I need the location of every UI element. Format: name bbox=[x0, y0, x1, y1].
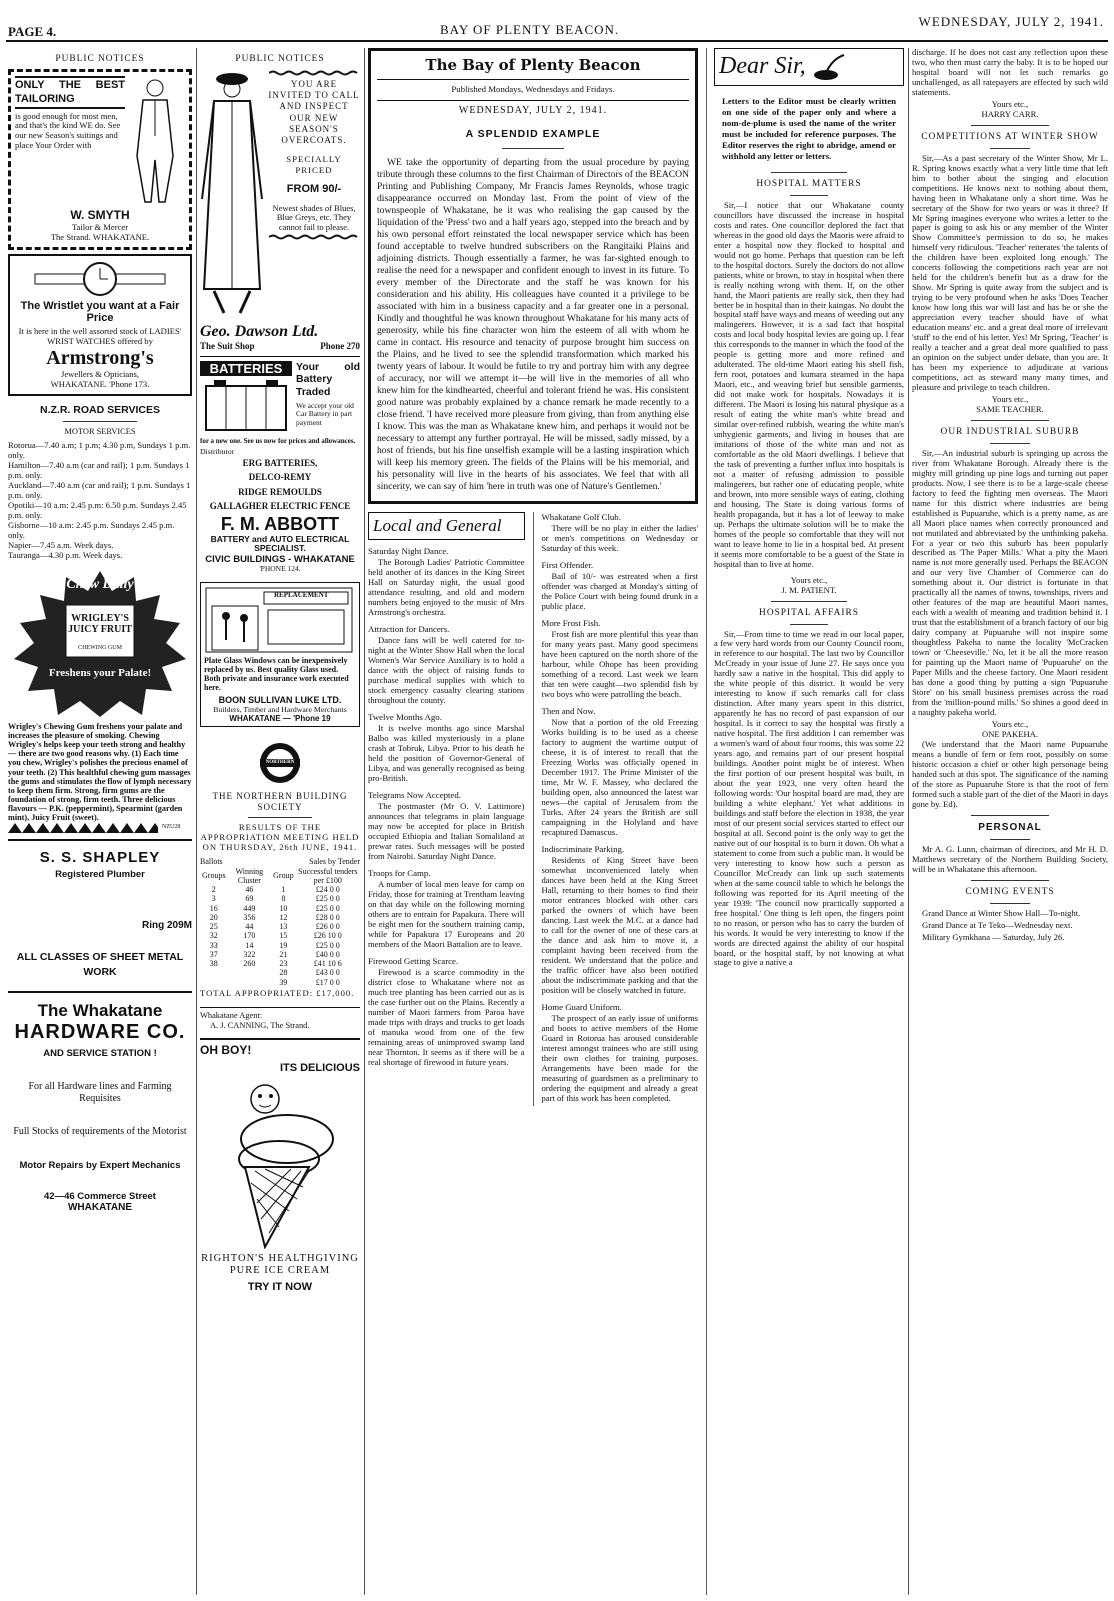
society-name: THE NORTHERN BUILDING SOCIETY bbox=[212, 791, 348, 812]
dawson-shop: The Suit Shop bbox=[200, 341, 255, 352]
editorial-date: WEDNESDAY, JULY 2, 1941. bbox=[458, 104, 608, 116]
hardware-p1: For all Hardware lines and Farming Requisites bbox=[28, 1081, 172, 1104]
local-right-column bbox=[542, 512, 699, 1106]
table-cell: 46 bbox=[245, 885, 254, 895]
armstrong-body: It is here in the well assorted stock of LADIES' WRIST WATCHES offered by bbox=[18, 326, 182, 346]
ballots-label: Ballots bbox=[200, 857, 223, 867]
glass-name: BOON SULLIVAN LUKE LTD. bbox=[218, 694, 342, 705]
icecream-delicious: ITS DELICIOUS bbox=[279, 1062, 360, 1075]
smyth-body: is good enough for most men, and that's the kind WE do. See our new Season's suitings and place Your Order with bbox=[15, 110, 121, 151]
smyth-trade: Tailor & Mercer bbox=[71, 221, 129, 232]
column-header: Group bbox=[273, 871, 294, 881]
column-rule bbox=[706, 48, 707, 1595]
editorial-body: WE take the opportunity of departing from the usual procedure by paying tribute through these columns to the first Chairman of Directors of the BEACON Printing and Publishing Company, Mr Francis James Reynolds, whose tragic disappearance occurred on Monday last. From the point of view of the townspeople of Whakatane, he it was who realising the gap caused by the liquidation of the 'Press' two and a half years ago, stepped into the breach and by his own personal effort reinstated the local newspaper service which has been found acceptable to twelve hundred subscribers on the Rangitaiki Plains and adjoining districts. Though essentially a farmer, he was far-sighted enough to realise the need for a newspaper and confident enough to invest in its future. To every member of the Directorate and the staff he was known for his consideration and his ability. His colleagues have counted it a privilege to be associated with him in a business capacity and a far greater one in a personal. Kindly and thoughtful he was known throughout Whakatane for his many acts of generosity, while his fine character won him the esteem of all with whom he came in contact. His resource and tenacity of purpose brought him success on the Plains, and he lived to see the splendid transformation which marked his twenty years of labour. It would be futile to try and portray him with any degree of accuracy, nor will we attempt it—he will live in the memories of all who knew him for the kindhearted, cheerful and tolerant friend he was. His consistent good nature was probably explained by a chance remark he made recently to a close friend. 'I have received more pleasure from giving, than from anything else I know. This was the man as Whakatane knew him, and perhaps it would not be necessary to attempt any further portrayal. He will be missed, sadly missed, by a host of friends, but his fine unselfish example will be a lasting inspiration which will keep his memory green. The fields of the Plains will be his memorial, and his personality will live in the hearts of his associates. We feel that with all sincerity, we can say of him 'here in truth was one of Nature's Gentlemen.' bbox=[377, 157, 689, 492]
news-head: Firewood Getting Scarce. bbox=[368, 955, 459, 966]
nzr-sub: MOTOR SERVICES bbox=[64, 427, 136, 437]
wrigley-code: NZU28 bbox=[162, 824, 181, 831]
dawson-name: Geo. Dawson Ltd. bbox=[200, 322, 319, 340]
table-cell: 14 bbox=[245, 940, 254, 950]
divider bbox=[971, 420, 1049, 421]
event-item: Military Gymkhana — Saturday, July 26. bbox=[922, 932, 1065, 942]
letter-body: Sir,—From time to time we read in our local paper, a few very hard words from our County Council room, in reference to our hospital. The last two by Councillor McCready in your issue of June 27. He says once you hardly saw a native in the hospital. This did apply to the white people of this district. It would be very interesting to know if such remarks call for class distinction. After many years spent in this district, apparently he has no record of past expansion of our hospital. Is it correct to say the hospital was firstly a native hospital. The first addition I can remember was a women's ward of about four rooms, this was some 22 years ago, and remains part of our present hospital buildings. Another point might be of interest. When the first portion of our present hospital was built, in about the year 1923, one very often heard the following words: 'Our hospital board are mad, they are building a white elephant.' Yet what additions in buildings and staff before the election in 1938, the year most of our present social services started to effect our hospital at all. Second point is the only way to get the native out of our hospital is to burn it down. Oh what a statement to come from such a public man. It would be very interesting to know how such a person as Councillor McCready can link up such statements when at the same council table to which he belongs the following was reported for its April meeting of the year 1939: 'The council now practically supported a free hospital.' One thing is left open, the fingers point to no reason, or person who has to carry the burden of his words. It would be very interesting to know if the words are directed against the ability of our hospital board, or the hospital staff, by not knowing at what stage to give a native a bbox=[714, 628, 904, 968]
nzr-line: Rotorua—7.40 a.m; 1 p.m; 4.30 p.m, Sundays 1 p.m. only. bbox=[8, 440, 191, 460]
table-cell: 21 bbox=[279, 949, 288, 959]
hardware-line2: HARDWARE CO. bbox=[14, 1020, 186, 1043]
letter-sign: Yours etc., bbox=[991, 98, 1029, 109]
nzr-timetable bbox=[8, 441, 192, 561]
column-1 bbox=[8, 48, 192, 1595]
letter-title: OUR INDUSTRIAL SUBURB bbox=[940, 426, 1080, 437]
wrigley-tag: CHEWING GUM bbox=[78, 644, 122, 651]
divider bbox=[990, 903, 1029, 904]
letter-sign: Yours etc., bbox=[991, 718, 1029, 729]
table-cell: 170 bbox=[243, 931, 256, 941]
dawson-phone: Phone 270 bbox=[320, 341, 360, 352]
nzr-heading: N.Z.R. ROAD SERVICES bbox=[40, 404, 160, 417]
divider bbox=[771, 601, 847, 602]
masthead-rule bbox=[6, 40, 1108, 42]
armstrong-trade: Jewellers & Opticians, bbox=[60, 369, 140, 380]
letter-body: Sir,—As a past secretary of the Winter Show, Mr L. R. Spring knows exactly what a very little time that left him to bother about the singing and elocution competitions. He knows next to nothing about them, having been in Whakatane only a short time. Was he secretary of the Show for two years or was it three? If Mr Spring imagines everyone who writes a letter to the paper is going to ask his or any member of the Winter Show Committee's permission to do so, he makes himself very ridiculous. 'Teacher' reiterates 'the talents of the children have been exploited long enough.' The concerts following the competitions each year are not held for the children's benefit but as a draw for the Show. Mr Spring is quite away from the subject and is trying to be very profound when he asks 'Does Teacher know how long this war will last and has he or she the appreciation every teacher should have of what education means' etc. and a great deal more of irrelevant 'stuff' to the end of his letter. Yes! Mr Spring, 'Teacher' is really a teacher and a great deal more qualified to pass an opinion on the subject under debate, than you are. It has been my experience to adjudicate at various competitions, act as steward many many times, and pleasure and privilege to teach children. bbox=[912, 152, 1108, 392]
icecream-ad bbox=[200, 1038, 360, 1294]
table-cell: £25 0 0 bbox=[315, 894, 340, 904]
table-cell bbox=[200, 968, 228, 977]
table-cell: 23 bbox=[279, 959, 288, 969]
news-head: Troops for Camp. bbox=[368, 867, 431, 878]
table-cell: £41 10 6 bbox=[313, 959, 342, 969]
batteries-accept: We accept your old Car Battery in part payment bbox=[296, 400, 354, 428]
table-cell: 32 bbox=[209, 931, 218, 941]
table-row bbox=[200, 941, 360, 950]
abbott-address: CIVIC BUILDINGS - WHAKATANE bbox=[205, 554, 355, 566]
divider bbox=[790, 624, 828, 625]
table-row bbox=[200, 913, 360, 922]
table-cell: £40 0 0 bbox=[315, 949, 340, 959]
icecream-oh: OH BOY! bbox=[200, 1043, 252, 1058]
wrigley-brand: WRIGLEY'S JUICY FRUIT bbox=[68, 612, 132, 635]
batteries-allow: for a new one. See us now for prices and allowances. bbox=[200, 436, 356, 445]
personal-body: Mr A. G. Lunn, chairman of directors, and Mr H. D. Matthews secretary of the Northern Building Society, will be in Whakatane this afternoon. bbox=[912, 844, 1108, 875]
published-line: Published Mondays, Wednesdays and Fridays. bbox=[451, 84, 615, 95]
batteries-lines bbox=[200, 456, 360, 514]
armstrong-name: Armstrong's bbox=[46, 346, 154, 369]
shapley-ring: Ring 209M bbox=[141, 920, 192, 932]
table-cell: £25 0 0 bbox=[315, 940, 340, 950]
nzr-line: Napier—7.45 a.m. Week days. bbox=[8, 539, 114, 550]
nzr-line: Gisborne—10 a.m: 2.45 p.m. Sundays 2.45 p.m. only. bbox=[8, 519, 175, 540]
nzr-line: Opotiki—10 a.m: 2.45 p.m: 6.50 p.m. Sundays 2.45 p.m. only. bbox=[8, 499, 187, 520]
hardware-line1: The Whakatane bbox=[37, 1001, 163, 1021]
news-head: Home Guard Uniform. bbox=[541, 1001, 622, 1012]
hardware-line3: AND SERVICE STATION ! bbox=[43, 1048, 157, 1060]
news-body: Dance fans will be well catered for to-night at the Winter Show Hall when the local Women's War Service Auxiliary is to hold a dance with the object of raising funds to purchase medical supplies with which to stock emergency casualty clearing stations throughout the county. bbox=[368, 634, 525, 705]
news-body: Firewood is a scarce commodity in the district close to Whakatane where not as much tree planting has been carried out as is the case further out on the Plains. Recently a number of Maori farmers from Paroa have made trips with drays and trucks to get loads of manuka wood from one of the few remaining areas of unimproved swamp land near Thornton. It seems as if there will be a real shortage of firewood in future years. bbox=[368, 966, 525, 1067]
letter-name: J. M. PATIENT. bbox=[781, 584, 837, 595]
news-head: Whakatane Golf Club. bbox=[541, 511, 621, 522]
table-header bbox=[200, 867, 360, 886]
dear-sir-script: Dear Sir, bbox=[719, 53, 806, 80]
nameplate: The Bay of Plenty Beacon bbox=[425, 56, 641, 74]
news-body: Residents of King Street have been somewhat inconvenienced lately when dances have been held at the King Street Hall, returning to their homes to find their motor entrances blocked with other cars parked the owners of which have been dancing. Last week the M.C. at a dance had to call for the owner of one of these cars at the dance and ask him to move it, a complaint having been received from the resident. We understand that the police and the traffic officer have also been notified about the indiscriminate parking and that the position will be closely watched in future. bbox=[541, 855, 698, 995]
divider bbox=[63, 421, 137, 422]
smyth-name: W. SMYTH bbox=[70, 207, 130, 222]
table-cell: 8 bbox=[281, 894, 286, 904]
letter-name: SAME TEACHER. bbox=[976, 403, 1044, 414]
news-head: Attraction for Dancers. bbox=[368, 623, 450, 634]
letter-body: Sir,—I notice that our Whakatane county councillors have discussed the increase in hospital costs and rates. One councillor deplored the fact that whereas in the good old days the Maoris were afraid to enter a hospital now they flocked to hospital and would not go home. Perhaps that question can be left to the hospital doctors. Surely the doctors do not allow patients, white or brown, to stay in hospital when there is really nothing wrong with them. If, on the other hand, the Maori patients are really sick, then they had better be in hospital than in their kaingas. No doubt the hospital staff have ways and means of weeding out any malingerers. However, it is a sad fact that hospital costs and local body hospital levies are going up. I fear this corresponds to the manner in which the food of the people is getting more and more refined and adulterated. The old-time Maori eating his shell fish, fern root, potatoes and kumara steamed in the hapa Maori, etc., and weaving brief but sensible garments, did not make work for hospitals. Nowadays it is different. The Maori is losing his natural physique as a result of eating the white man's white bread and similar over-refined rubbish, wearing the white man's unhygienic garments, and living in houses that are imitations of those of the white man and not as comfortable as the old Maori dwellings. I believe that the task of preventing a further influx into hospitals is not a matter of refusing admission to possible malingerers, but rather one of educating people, white and brown, into more sensible ways of eating, clothing and housing. The State is doing various forms of health propaganda, but it has a lot of leeway to make up. Perhaps the ultimate solution will be to make the homes of the people so comfortable that they will not want to leave home to lie in a hospital bed. At present it seems more comfortable to be a guest of the State in hospital than to live at home. bbox=[714, 199, 904, 569]
news-head: Twelve Months Ago. bbox=[368, 711, 442, 722]
public-notices-heading: PUBLIC NOTICES bbox=[55, 54, 145, 64]
hardware-p2: Full Stocks of requirements of the Motorist bbox=[13, 1126, 187, 1138]
local-left-column bbox=[368, 512, 525, 1106]
editorial-box bbox=[368, 48, 698, 504]
table-cell: 322 bbox=[243, 949, 256, 959]
letter-name: ONE PAKEHA. bbox=[981, 728, 1039, 739]
news-body: The postmaster (Mr O. V. Lattimore) announces that telegrams in plain language may now be accepted for place in British occupied Ethiopia and Italian Somaliland at prewar rates. Such messages will be posted from Nairobi. Saturday Night Dance. bbox=[368, 800, 525, 861]
glass-address: WHAKATANE — 'Phone 19 bbox=[229, 714, 331, 724]
wave-border bbox=[269, 234, 359, 240]
news-head: First Offender. bbox=[541, 560, 594, 571]
divider bbox=[248, 817, 312, 818]
icecream-try: TRY IT NOW bbox=[247, 1281, 313, 1294]
table-cell: £43 0 0 bbox=[315, 968, 340, 978]
shapley-name: S. S. SHAPLEY bbox=[39, 848, 161, 866]
table-cell: 15 bbox=[279, 931, 288, 941]
table-cell: 28 bbox=[279, 968, 288, 978]
batteries-line: RIDGE REMOULDS bbox=[238, 486, 322, 497]
smyth-headline: ONLY THE BEST TAILORING bbox=[15, 76, 125, 109]
masthead bbox=[0, 0, 1114, 40]
table-cell bbox=[228, 978, 272, 987]
gentleman-figure bbox=[125, 76, 185, 206]
table-cell: 2 bbox=[211, 885, 216, 895]
dawson-price: FROM 90/- bbox=[286, 182, 342, 195]
letter-continuation: discharge. If he does not cast any reflection upon these two, who then must carry the baby. It is to be hoped our hospital board will not let such remarks go unchallenged, as all ratepayers are effected by such wild statements. bbox=[912, 48, 1108, 97]
nzr-line: Hamilton—7.40 a.m (car and rail); 1 p.m. Sundays 1 p.m. only. bbox=[8, 459, 190, 480]
news-body: Now that a portion of the old Freezing Works building is to be used as a cheese factory to augment the wartime output of cheese, it is of interest to recall that the Freezing Works was officially opened in December 1917. The Prime Minister of the time, Mr W. F. Massey, who declared the building open, also announced the latest war news—the capital of Jerusalem from the Turks. After 24 years the British are still campaigning in the Holyland and have recaptured Damascus. bbox=[541, 717, 698, 837]
inkwell-quill-icon bbox=[806, 53, 846, 81]
hardware-addr2: WHAKATANE bbox=[67, 1201, 133, 1213]
abbott-name: F. M. ABBOTT bbox=[220, 513, 340, 534]
event-item: Grand Dance at Winter Show Hall—To-night. bbox=[922, 908, 1081, 919]
batteries-line: GALLAGHER ELECTRIC FENCE bbox=[209, 501, 351, 512]
dawson-body: YOU ARE INVITED TO CALL AND INSPECT OUR NEW SEASON'S OVERCOATS. bbox=[268, 78, 360, 146]
batteries-line: ERG BATTERIES, bbox=[242, 458, 318, 469]
smyth-ad bbox=[8, 69, 192, 250]
overcoat-figure bbox=[200, 69, 264, 319]
batteries-word: BATTERIES bbox=[200, 361, 292, 376]
wrigley-slogan: Freshens your Palate! bbox=[48, 666, 152, 679]
news-body: Frost fish are more plentiful this year than for many years past. Many good specimens have been captured on the north shore of the harbour, while Ohope has been providing something of a record. Last week we learn that ten were caught—two splendid fish by two boys who were patrolling the beach. bbox=[541, 629, 698, 700]
divider bbox=[971, 815, 1049, 816]
table-cell: 38 bbox=[209, 959, 218, 969]
column-rule bbox=[364, 48, 365, 1595]
shapley-ad bbox=[8, 839, 192, 982]
letter-sign: Yours etc., bbox=[991, 393, 1029, 404]
nzr-line: Tauranga—4.30 p.m. Week days. bbox=[8, 549, 123, 560]
column-2 bbox=[200, 48, 360, 1595]
wrigley-ad bbox=[8, 569, 192, 833]
glass-ad bbox=[200, 582, 360, 728]
glass-body: Plate Glass Windows can be inexpensively replaced by us. Best quality Glass used. Both private and insurance work executed here. bbox=[204, 655, 349, 692]
results-table bbox=[200, 867, 360, 987]
news-head: More Frost Fish. bbox=[541, 618, 601, 629]
event-item: Grand Dance at Te Teko—Wednesday next. bbox=[922, 920, 1073, 931]
dawson-footer bbox=[200, 341, 360, 351]
table-row bbox=[200, 922, 360, 931]
batteries-distributor: Distributor bbox=[200, 447, 235, 457]
column-header: Winning Cluster bbox=[235, 866, 264, 885]
divider bbox=[502, 148, 564, 149]
letter-title: HOSPITAL MATTERS bbox=[756, 178, 862, 189]
batteries-traded: Your old Battery Traded bbox=[296, 360, 360, 399]
letter-title: HOSPITAL AFFAIRS bbox=[759, 607, 859, 618]
table-cell: £26 10 0 bbox=[313, 931, 342, 941]
news-body: There will be no play in either the ladies' or men's competitions on Wednesday or Saturday of this week. bbox=[541, 523, 698, 554]
table-row bbox=[200, 950, 360, 959]
table-row bbox=[200, 904, 360, 913]
wrigley-body: Wrigley's Chewing Gum freshens your palate and increases the pleasure of smoking. Chewing Wrigley's helps keep your teeth strong and healthy — there are two good reasons why. (1) Each time you chew, Wrigley's polishes the precious enamel of your teeth. (2) This healthful chewing gum massages the gums and stimulates the flow of lymph necessary to keep them firm. Strong, firm gums are the foundation of strong, firm teeth. Three delicious flavours — P.K. (peppermint), Spearmint (garden mint), Juicy Fruit (sweet). bbox=[8, 721, 192, 823]
hardware-addr1: 42—46 Commerce Street bbox=[44, 1190, 156, 1202]
results-body bbox=[200, 885, 360, 987]
divider bbox=[971, 880, 1049, 881]
table-row bbox=[200, 894, 360, 903]
dear-sir-banner bbox=[714, 48, 904, 86]
abbott-spec: BATTERY and AUTO ELECTRICAL SPECIALIST. bbox=[210, 533, 350, 554]
building-society-ad bbox=[200, 741, 360, 1030]
watch-icon bbox=[15, 260, 185, 300]
column-header: Groups bbox=[202, 871, 226, 881]
local-general bbox=[368, 512, 698, 1106]
divider bbox=[990, 148, 1029, 149]
table-row bbox=[200, 931, 360, 940]
column-header: Successful tenders per £100 bbox=[298, 866, 358, 885]
table-cell: 25 bbox=[209, 922, 218, 932]
table-row bbox=[200, 968, 360, 977]
letter-body: Sir,—An industrial suburb is springing up across the river from Whakatane Borough. Already there is the mighty mill grinding up pine logs and turning out paper products. Now, I see there is to be a large-scale cheese factory to feed the fighting men overseas. The Maori name for this district where industries are being established is Pupuaruhe, which is a pretty name, as are all Maori place names when correctly pronounced and not mutilated and abbreviated by the unthinking pakeha. For a year or two this suburb has been popularly described as 'The Paper Mills.' What a pity the Maori name is not more generally used. Perhaps the BEACON and our very live Chamber of Commerce can do something about it. Our district is fortunate in that practically all the names of towns, townships, rivers and other features of the map are beautiful Maori names, each with a wealth of meaning and tradition behind it. I trust that the establishment of a branch factory of our big dairy company at Pupuaruhe will not inspire some thoughtless Pakeha to name the locality 'McCracken town' or 'Cheeseville.' No, let it be all the more reason for painting up the Maori name of 'Pupuaruhe' on the Paper Mills and the cheese factory. One Maori resident has done a good thing by putting a sign 'Pupuaruhe Store' on his small business premises across the road from the 'million-pound mills.' So shines a good deed in a naughty pakeha world. bbox=[912, 447, 1108, 717]
society-agent-name: A. J. CANNING, The Strand. bbox=[210, 1020, 310, 1030]
armstrong-headline: The Wristlet you want at a Fair Price bbox=[20, 299, 180, 325]
table-cell: 3 bbox=[211, 894, 216, 904]
battery-icon bbox=[200, 376, 292, 434]
divider bbox=[771, 172, 847, 173]
table-row bbox=[200, 885, 360, 894]
table-cell bbox=[200, 978, 228, 987]
table-cell: £25 0 0 bbox=[315, 903, 340, 913]
letter-name: HARRY CARR. bbox=[981, 108, 1039, 119]
table-cell: 44 bbox=[245, 922, 254, 932]
table-cell: 12 bbox=[279, 912, 288, 922]
table-cell: 39 bbox=[279, 977, 288, 987]
dawson-ad bbox=[200, 69, 360, 319]
public-notices-heading: PUBLIC NOTICES bbox=[235, 54, 325, 64]
column-rule bbox=[196, 48, 197, 1595]
issue-date: WEDNESDAY, JULY 2, 1941. bbox=[918, 14, 1104, 29]
news-body: The prospect of an early issue of uniforms and boots to active members of the Home Guard in Rotorua has aroused considerable interest amongst trainees who are still using their own clothes for training purposes. Arrangements have been made for the measuring of guardsmen as a preliminary to ordering the equipment and already a great part of this work has been completed. bbox=[541, 1012, 698, 1103]
wrigley-script: Chew Daily bbox=[66, 576, 134, 592]
society-agent: Whakatane Agent: bbox=[200, 1007, 360, 1021]
batteries-line: DELCO-REMY bbox=[248, 472, 312, 483]
table-cell: £26 0 0 bbox=[315, 922, 340, 932]
table-cell: 69 bbox=[245, 894, 254, 904]
news-body: It is twelve months ago since Marshal Balbo was killed mysteriously in a plane crash at Tobruk, Libya. Prior to his death he held the position of Governor-General of Libya, and was generally recognised as being pro-British. bbox=[368, 722, 525, 783]
divider bbox=[790, 195, 828, 196]
divider bbox=[990, 839, 1029, 840]
table-cell: 356 bbox=[243, 912, 256, 922]
shapley-sheet: ALL CLASSES OF SHEET METAL WORK bbox=[16, 950, 184, 979]
ice-cream-cone-illustration bbox=[205, 1079, 355, 1249]
local-general-title: Local and General bbox=[368, 512, 525, 540]
column-3 bbox=[368, 48, 698, 1595]
wave-border bbox=[269, 70, 359, 76]
icecream-name: RIGHTON'S HEALTHGIVING PURE ICE CREAM bbox=[201, 1253, 359, 1277]
nzr-line: Auckland—7.40 a.m (car and rail); 1 p.m. Sundays 1 p.m. only. bbox=[8, 479, 191, 500]
table-cell: 449 bbox=[243, 903, 256, 913]
divider bbox=[377, 79, 689, 80]
column-5 bbox=[912, 48, 1108, 1595]
divider bbox=[377, 100, 689, 101]
wrigley-footer bbox=[8, 823, 192, 833]
triangle-border bbox=[8, 823, 158, 833]
news-head: Indiscriminate Parking. bbox=[541, 843, 625, 854]
news-body: A number of local men leave for camp on Friday, those for training at Trentham leaving on that day while on the following morning others are to entrain for Papakura. There will be eight men for the southern training camp, while for Papakura 17 Europeans and 20 members of the Maori Battalion are to leave. bbox=[368, 878, 525, 949]
abbott-phone: 'PHONE 124. bbox=[259, 564, 301, 574]
letter-sign: Yours etc., bbox=[790, 574, 828, 585]
armstrong-ad bbox=[8, 254, 192, 396]
table-cell: £24 0 0 bbox=[315, 885, 340, 895]
shapley-trade: Registered Plumber bbox=[55, 869, 145, 881]
column-rule bbox=[908, 48, 909, 1595]
glass-trade: Builders, Timber and Hardware Merchants bbox=[213, 705, 347, 715]
table-cell: 260 bbox=[243, 959, 256, 969]
table-row bbox=[200, 978, 360, 987]
column-rule bbox=[533, 512, 534, 1106]
batteries-ad bbox=[200, 356, 360, 574]
news-head: Telegrams Now Accepted. bbox=[368, 789, 461, 800]
letters-rules: Letters to the Editor must be clearly written on one side of the paper only and where a nom-de-plume is used the name of the writer must be included for reference purposes. The Editor reserves the right to abridge, amend or withhold any letter or letters. bbox=[722, 96, 896, 161]
smyth-address: The Strand. WHAKATANE. bbox=[50, 231, 150, 242]
table-cell: £28 0 0 bbox=[315, 912, 340, 922]
personal-title: PERSONAL bbox=[978, 821, 1042, 833]
society-total: TOTAL APPROPRIATED: £17,000. bbox=[200, 987, 355, 998]
table-cell: 1 bbox=[281, 885, 286, 895]
sales-label: Sales by Tender bbox=[309, 857, 360, 867]
dawson-shades: Newest shades of Blues, Blue Greys, etc. They cannot fail to please. bbox=[272, 202, 356, 233]
table-cell: 37 bbox=[209, 949, 218, 959]
divider bbox=[990, 443, 1029, 444]
news-body: The Borough Ladies' Patriotic Committee held another of its dances in the King Street Hall on Saturday night, the usual good attendance resulting, and old and modern numbers being enjoyed to the music of Mrs Armstrong's orchestra. bbox=[368, 556, 525, 617]
events-title: COMING EVENTS bbox=[965, 887, 1055, 898]
dawson-special: SPECIALLY PRICED bbox=[286, 154, 342, 175]
table-cell: 19 bbox=[279, 940, 288, 950]
hardware-p3: Motor Repairs by Expert Mechanics bbox=[19, 1159, 181, 1171]
divider bbox=[971, 125, 1049, 126]
table-cell: 20 bbox=[209, 912, 218, 922]
news-body: Bail of 10/- was estreated when a first offender was charged at Monday's sitting of the Police Court with being found drunk in a public place. bbox=[541, 571, 698, 612]
society-subheader bbox=[200, 857, 360, 866]
news-head: Then and Now. bbox=[541, 706, 596, 717]
letter-title: COMPETITIONS AT WINTER SHOW bbox=[921, 131, 1099, 142]
table-row bbox=[200, 959, 360, 968]
table-cell bbox=[228, 968, 272, 977]
editor-note: (We understand that the Maori name Pupuaruhe means a bundle of fern or fern root, possibly on some historic occasion a chief or other high personage being handed such at this spot. The significance of the naming of the store as Pupuaruhe Store is that the root of fern formed such a stable part of the diet of the Maori in days gone by. Ed). bbox=[912, 738, 1108, 809]
hardware-ad bbox=[8, 991, 192, 1213]
page-number: PAGE 4. bbox=[8, 24, 57, 39]
table-cell: £17 0 0 bbox=[315, 977, 340, 987]
armstrong-address: WHAKATANE. 'Phone 173. bbox=[50, 379, 150, 390]
table-cell: 10 bbox=[279, 903, 288, 913]
news-head: Saturday Night Dance. bbox=[368, 545, 449, 556]
column-4 bbox=[714, 48, 904, 1595]
table-cell: 16 bbox=[209, 903, 218, 913]
society-results: RESULTS OF THE APPROPRIATION MEETING HELD ON THURSDAY, 26th JUNE, 1941. bbox=[200, 822, 360, 853]
table-cell: 33 bbox=[209, 940, 218, 950]
table-cell: 13 bbox=[279, 922, 288, 932]
paper-name: BAY OF PLENTY BEACON. bbox=[440, 22, 620, 37]
editorial-title: A SPLENDID EXAMPLE bbox=[465, 128, 601, 141]
